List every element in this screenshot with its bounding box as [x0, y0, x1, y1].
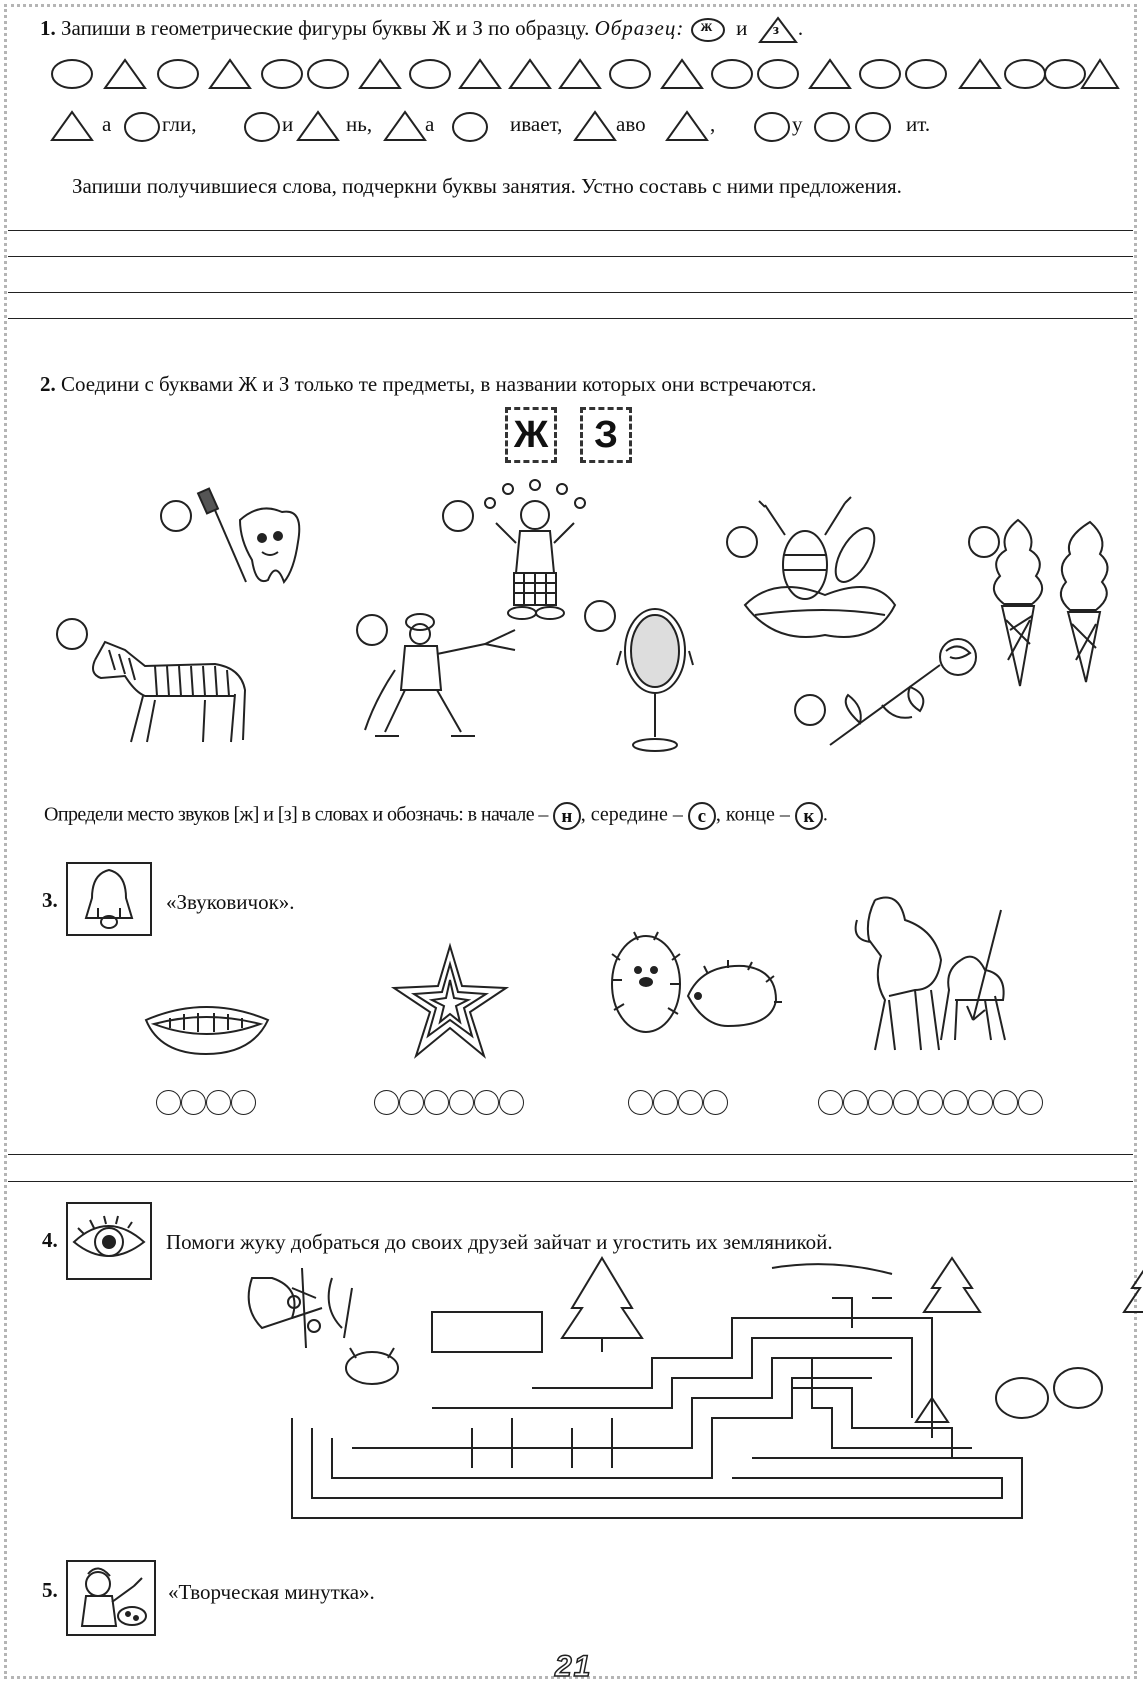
task4-instruction: Помоги жуку добраться до своих друзей зайчат и угостить их земляникой.	[166, 1230, 833, 1254]
word-shapes	[50, 108, 1110, 148]
firefighter-picture	[365, 610, 535, 750]
painter-icon	[66, 1560, 156, 1636]
sound-cell[interactable]	[943, 1090, 968, 1115]
rose-picture	[820, 635, 990, 750]
sound-circles-hedgehog	[628, 1090, 728, 1118]
task1-number: 1.	[40, 16, 56, 40]
mark-middle-circle: с	[688, 802, 716, 830]
sound-cell[interactable]	[399, 1090, 424, 1115]
letter-z-box: З	[580, 407, 632, 463]
task4-number: 4.	[42, 1228, 58, 1252]
task1-header	[40, 16, 803, 44]
word4-part2: ,	[710, 112, 716, 136]
sound-cell[interactable]	[678, 1090, 703, 1115]
sound-cell[interactable]	[993, 1090, 1018, 1115]
sound-cell[interactable]	[653, 1090, 678, 1115]
writing-line-1	[8, 230, 1133, 231]
sound-circles-teeth	[156, 1090, 256, 1118]
sound-cell[interactable]	[156, 1090, 181, 1115]
ice-cream-picture	[990, 520, 1115, 690]
sample-z-letter: з	[772, 22, 779, 39]
task3-title: «Звуковичок».	[166, 890, 295, 914]
sound-place-line	[44, 802, 828, 830]
task1-instruction: Запиши в геометрические фигуры буквы Ж и З по образцу.	[61, 16, 590, 40]
zebra-picture	[85, 630, 250, 750]
sound-cell[interactable]	[893, 1090, 918, 1115]
task2-instruction: Соедини с буквами Ж и З только те предметы, в названии которых они встречаются.	[61, 372, 817, 396]
sound-cell[interactable]	[374, 1090, 399, 1115]
writing-line-5	[8, 1154, 1133, 1155]
word1-part2: гли,	[162, 112, 197, 136]
sound-cell[interactable]	[449, 1090, 474, 1115]
sound-cell[interactable]	[918, 1090, 943, 1115]
teeth-picture	[142, 998, 272, 1058]
task5-number: 5.	[42, 1578, 58, 1602]
task2-number: 2.	[40, 372, 56, 396]
task3-number: 3.	[42, 888, 58, 912]
shape-sequence	[50, 57, 1120, 97]
bell-icon	[66, 862, 152, 936]
word3-part1: а	[425, 112, 435, 136]
word-puzzle-row	[50, 108, 1110, 148]
page-number: 21	[555, 1650, 593, 1683]
beetle-on-leaf-picture	[735, 495, 905, 655]
mark-start-circle: н	[553, 802, 581, 830]
mark-middle-label: , середине –	[580, 803, 683, 826]
sound-place-intro: Определи место звуков [ж] и [з] в словах и обозначь: в начале –	[44, 803, 548, 826]
sample-zh-letter: ж	[700, 18, 713, 36]
word3-part2: ивает,	[510, 112, 563, 136]
sound-cell[interactable]	[968, 1090, 993, 1115]
answer-circle-clown[interactable]	[442, 500, 474, 532]
sound-cell[interactable]	[424, 1090, 449, 1115]
writing-line-6	[8, 1181, 1133, 1182]
word5-part2: ит.	[906, 112, 931, 136]
mirror-picture	[615, 605, 695, 755]
word1-part1: а	[102, 112, 112, 136]
sample-end: .	[797, 16, 804, 40]
sample-and: и	[736, 16, 748, 40]
sound-cell[interactable]	[628, 1090, 653, 1115]
tooth-with-brush-picture	[200, 490, 310, 590]
sound-cell[interactable]	[868, 1090, 893, 1115]
mark-end-label: , конце –	[715, 803, 790, 826]
sample-circle	[690, 17, 726, 43]
horses-picture	[845, 890, 1015, 1060]
sound-cell[interactable]	[818, 1090, 843, 1115]
letter-zh-box: Ж	[505, 407, 557, 463]
word2-part2: нь,	[346, 112, 373, 136]
answer-circle-tooth[interactable]	[160, 500, 192, 532]
sound-circles-horses	[818, 1090, 1043, 1118]
eye-icon	[66, 1202, 152, 1280]
clown-juggler-picture	[480, 483, 590, 623]
shape-sequence-row	[50, 57, 1120, 97]
word4-part1: аво	[616, 112, 646, 136]
task1-sample-label: Образец:	[594, 16, 685, 40]
task1-followup: Запиши получившиеся слова, подчеркни буквы занятия. Устно составь с ними предложения.	[72, 174, 902, 198]
task2-header	[40, 372, 816, 397]
sound-cell[interactable]	[181, 1090, 206, 1115]
sound-cell[interactable]	[474, 1090, 499, 1115]
sound-cell[interactable]	[206, 1090, 231, 1115]
writing-line-3	[8, 292, 1133, 293]
sound-circles-star	[374, 1090, 524, 1118]
mark-end-circle: к	[795, 802, 823, 830]
sound-cell[interactable]	[231, 1090, 256, 1115]
word5-part1: у	[792, 112, 803, 136]
task5-title: «Творческая минутка».	[168, 1580, 375, 1604]
answer-circle-zebra[interactable]	[56, 618, 88, 650]
sound-place-end: .	[822, 803, 828, 826]
sound-cell[interactable]	[703, 1090, 728, 1115]
hedgehogs-picture	[608, 930, 783, 1040]
sample-triangle	[758, 16, 798, 44]
word2-part1: и	[282, 112, 294, 136]
sound-cell[interactable]	[843, 1090, 868, 1115]
sound-cell[interactable]	[1018, 1090, 1043, 1115]
sound-cell[interactable]	[499, 1090, 524, 1115]
writing-line-4	[8, 318, 1133, 319]
star-picture	[390, 942, 510, 1062]
writing-line-2	[8, 256, 1133, 257]
maze-picture	[232, 1258, 1102, 1548]
